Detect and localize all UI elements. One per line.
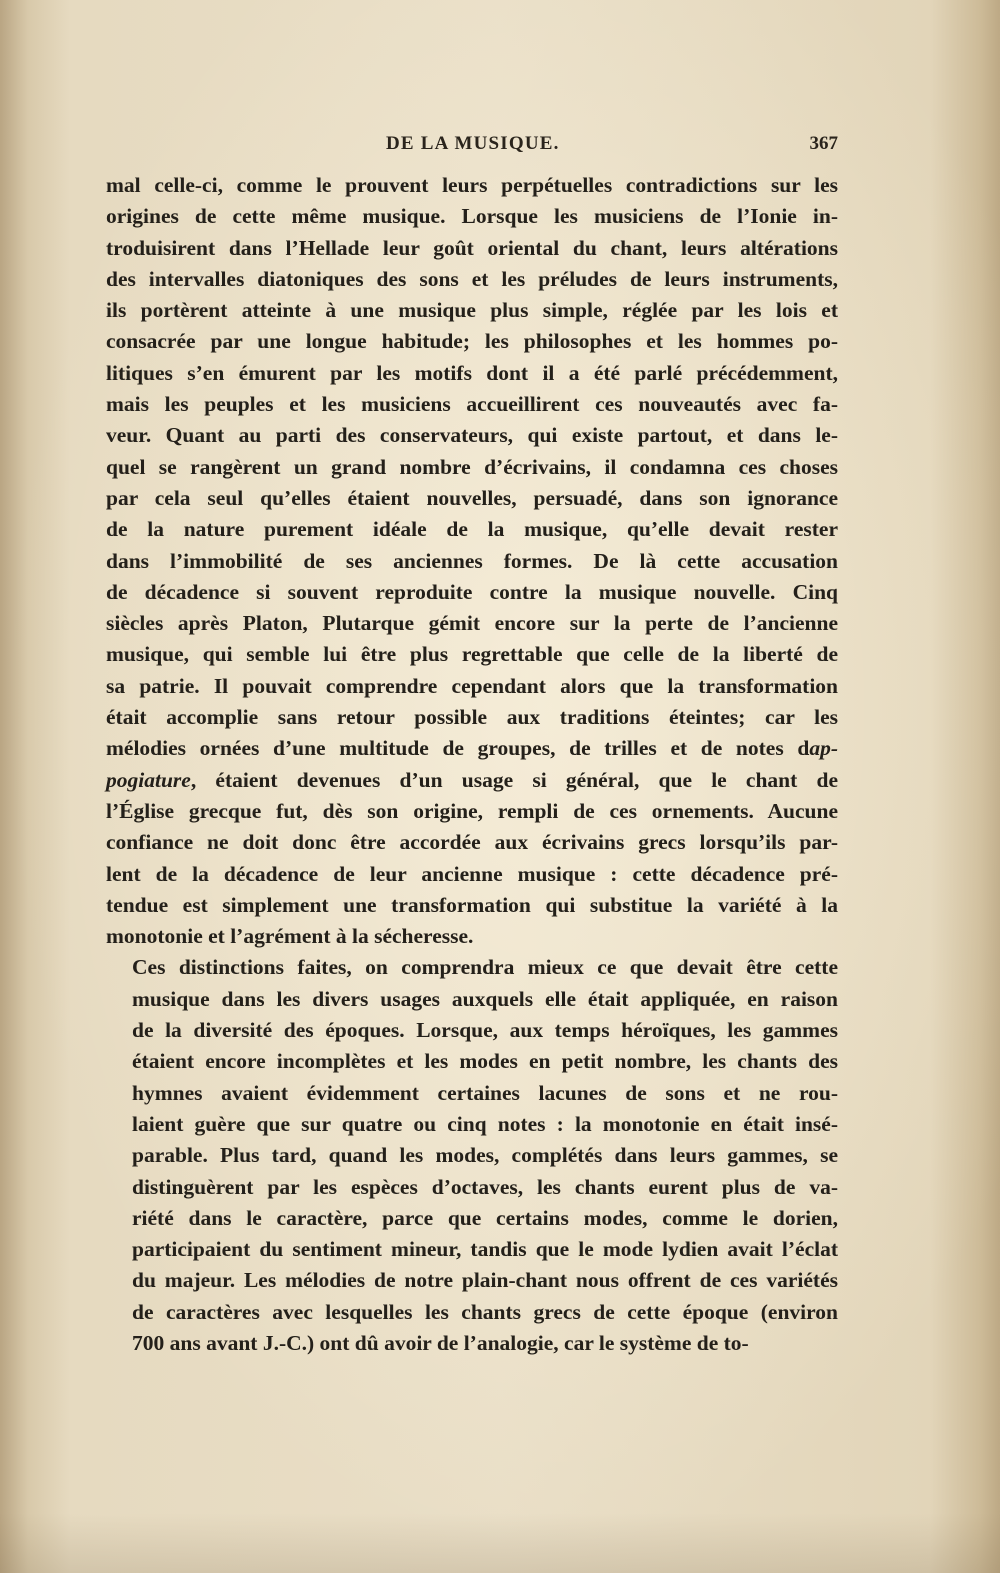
text-line: 700 ans avant J.-C.) ont dû avoir de l’analogie, car le système de to- [132, 1330, 749, 1355]
text-body [106, 170, 838, 1359]
text-line: hymnes avaient évidemment certaines lacunes de sons et ne rou- [132, 1080, 838, 1105]
text-line: tendue est simplement une transformation qui substitue la variété à la [106, 892, 838, 917]
text-line: par cela seul qu’elles étaient nouvelles, persuadé, dans son ignorance [106, 485, 838, 510]
text-line: pogiature, étaient devenues d’un usage si général, que le chant de [106, 767, 838, 792]
text-line: sa patrie. Il pouvait comprendre cependant alors que la transformation [106, 673, 838, 698]
text-line: mais les peuples et les musiciens accueillirent ces nouveautés avec fa- [106, 392, 838, 417]
text-line: Ces distinctions faites, on comprendra mieux ce que devait être cette [132, 955, 838, 980]
text-line: monotonie et l’agrément à la sécheresse. [106, 924, 474, 949]
text-line: de la nature purement idéale de la musique, qu’elle devait rester [106, 517, 838, 542]
text-line: quel se rangèrent un grand nombre d’écrivains, il condamna ces choses [106, 454, 838, 479]
text-line: origines de cette même musique. Lorsque les musiciens de l’Ionie in- [106, 204, 838, 229]
text-line: du majeur. Les mélodies de notre plain-chant nous offrent de ces variétés [132, 1268, 838, 1293]
page-number: 367 [809, 133, 838, 154]
running-title: DE LA MUSIQUE. [386, 133, 560, 154]
text-line: troduisirent dans l’Hellade leur goût oriental du chant, leurs altérations [106, 235, 838, 260]
text-line: ils portèrent atteinte à une musique plus simple, réglée par les lois et [106, 298, 838, 323]
paragraph-1 [106, 170, 838, 952]
text-line: des intervalles diatoniques des sons et les préludes de leurs instruments, [106, 266, 838, 291]
text-line: confiance ne doit donc être accordée aux écrivains grecs lorsqu’ils par- [106, 830, 838, 855]
text-line: participaient du sentiment mineur, tandis que le mode lydien avait l’éclat [132, 1237, 838, 1262]
text-line: lent de la décadence de leur ancienne musique : cette décadence pré- [106, 861, 838, 886]
text-line: de caractères avec lesquelles les chants grecs de cette époque (environ [132, 1299, 838, 1324]
text-line: de décadence si souvent reproduite contre la musique nouvelle. Cinq [106, 579, 838, 604]
text-line: veur. Quant au parti des conservateurs, qui existe partout, et dans le- [106, 423, 838, 448]
text-line: musique, qui semble lui être plus regrettable que celle de la liberté de [106, 642, 838, 667]
text-line: parable. Plus tard, quand les modes, complétés dans leurs gammes, se [132, 1143, 838, 1168]
text-line: mal celle-ci, comme le prouvent leurs perpétuelles contradictions sur les [106, 173, 838, 197]
text-line: mélodies ornées d’une multitude de groupes, de trilles et de notes dap- [106, 736, 838, 761]
paragraph-2 [106, 952, 838, 1359]
text-line: distinguèrent par les espèces d’octaves, les chants eurent plus de va- [132, 1174, 838, 1199]
text-line: laient guère que sur quatre ou cinq notes : la monotonie en était insé- [132, 1111, 838, 1136]
text-line: consacrée par une longue habitude; les philosophes et les hommes po- [106, 329, 838, 354]
text-line: dans l’immobilité de ses anciennes formes. De là cette accusation [106, 548, 838, 573]
text-line: étaient encore incomplètes et les modes en petit nombre, les chants des [132, 1049, 838, 1074]
text-line: riété dans le caractère, parce que certains modes, comme le dorien, [132, 1205, 838, 1230]
text-line: musique dans les divers usages auxquels elle était appliquée, en raison [132, 986, 838, 1011]
text-line: de la diversité des époques. Lorsque, aux temps héroïques, les gammes [132, 1018, 838, 1043]
text-line: litiques s’en émurent par les motifs dont il a été parlé précédemment, [106, 360, 838, 385]
text-line: l’Église grecque fut, dès son origine, rempli de ces ornements. Aucune [106, 798, 838, 823]
text-line: siècles après Platon, Plutarque gémit encore sur la perte de l’ancienne [106, 611, 838, 636]
running-head [106, 133, 838, 159]
text-line: était accomplie sans retour possible aux traditions éteintes; car les [106, 705, 838, 730]
